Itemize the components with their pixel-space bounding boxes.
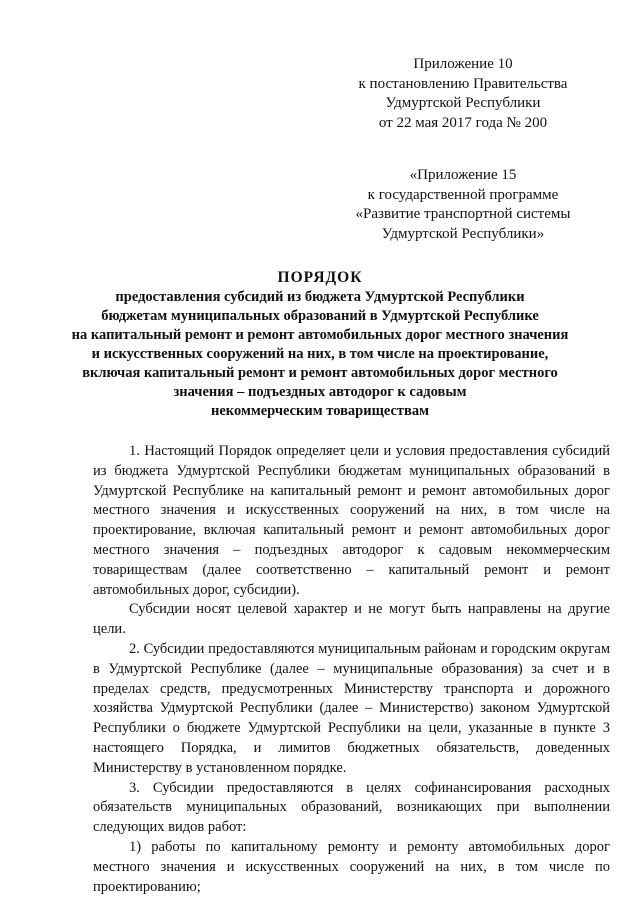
title-line: предоставления субсидий из бюджета Удмуртской Республики bbox=[115, 289, 525, 305]
document-title bbox=[60, 268, 580, 421]
paragraph-1-note: Субсидии носят целевой характер и не могут быть направлены на другие цели. bbox=[93, 601, 610, 638]
appendix-line: Удмуртской Республики» bbox=[381, 225, 545, 242]
appendix-line: к государственной программе bbox=[367, 186, 559, 203]
title-line: на капитальный ремонт и ремонт автомобильных дорог местного значения bbox=[71, 327, 569, 343]
title-heading: ПОРЯДОК bbox=[277, 269, 363, 286]
title-line: некоммерческим товариществам bbox=[211, 403, 429, 419]
appendix-line: Удмуртской Республики bbox=[385, 95, 541, 111]
title-subtitle bbox=[60, 288, 580, 421]
appendix-line: к постановлению Правительства bbox=[358, 75, 568, 92]
paragraph-3: 3. Субсидии предоставляются в целях софинансирования расходных обязательств муниципальных образований, возникающих при выполнении следующих видов работ: bbox=[93, 779, 610, 836]
appendix-line: от 22 мая 2017 года № 200 bbox=[378, 114, 548, 131]
appendix-line: Приложение 10 bbox=[413, 56, 513, 72]
title-line: и искусственных сооружений на них, в том числе на проектирование, bbox=[91, 346, 549, 362]
appendix-line: «Развитие транспортной системы bbox=[355, 206, 571, 222]
paragraph-3-item-1: 1) работы по капитальному ремонту и ремонту автомобильных дорог местного значения и искусственных сооружений на них, в том числе по проектированию; bbox=[93, 838, 610, 895]
appendix-10-reference bbox=[333, 55, 593, 133]
title-line: включая капитальный ремонт и ремонт автомобильных дорог местного bbox=[82, 365, 558, 381]
paragraph-2: 2. Субсидии предоставляются муниципальным районам и городским округам в Удмуртской Республике (далее – муниципальные образования) за счет и в пределах средств, предусмотренных Министерству транспорта и дорожного хозяйства Удмуртской Республики (далее – Министерство) законом Удмуртской Республики о бюджете Удмуртской Республики на цели, указанные в пункте 3 настоящего Порядка, и лимитов бюджетных обязательств, доведенных Министерству в установленном порядке. bbox=[93, 640, 610, 776]
appendix-15-reference bbox=[333, 166, 593, 244]
document-body bbox=[93, 442, 610, 897]
title-line: значения – подъездных автодорог к садовым bbox=[173, 384, 467, 400]
title-line: бюджетам муниципальных образований в Удмуртской Республике bbox=[101, 308, 539, 324]
paragraph-1: 1. Настоящий Порядок определяет цели и условия предоставления субсидий из бюджета Удмуртской Республики бюджетам муниципальных образований в Удмуртской Республике на капитальный ремонт и ремонт автомобильных дорог местного значения и искусственных сооружений на них, в том числе на проектирование, включая капитальный ремонт и ремонт автомобильных дорог местного значения – подъездных автодорог к садовым некоммерческим товариществам (далее соответственно – капитальный ремонт и ремонт автомобильных дорог, субсидии). bbox=[93, 443, 610, 598]
appendix-line: «Приложение 15 bbox=[409, 167, 517, 183]
